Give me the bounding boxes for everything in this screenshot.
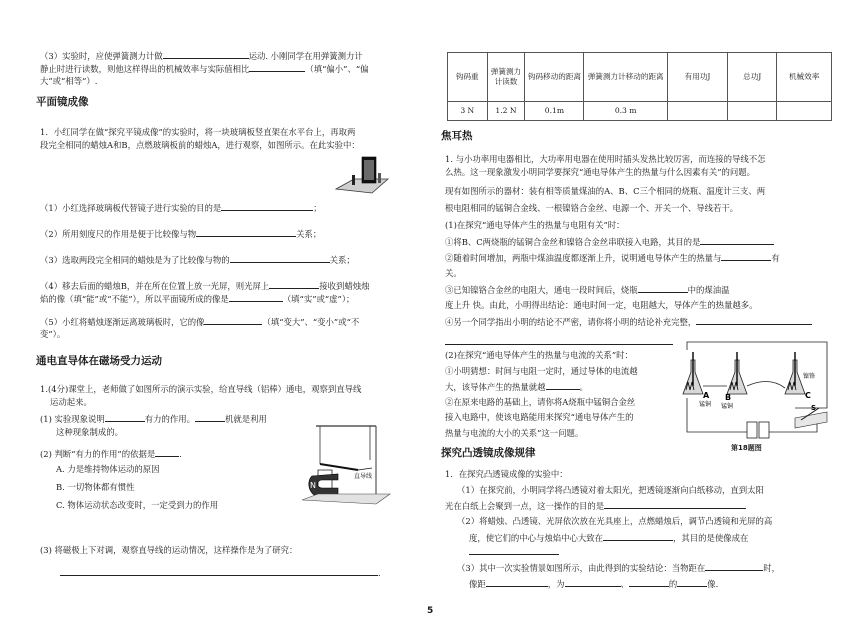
joule-sub-1-2: ②随着时间增加，两瓶中煤油温度都逐渐上升，说明通电导体产生的热量与 有 <box>445 253 780 263</box>
mn-cu-label: 锰铜 <box>721 403 734 410</box>
joule-sub-1-1: ①将B、C两烧瓶的锰铜合金丝和镍铬合金丝串联接入电路，其目的是 <box>445 235 833 249</box>
table-cell: 0.1m <box>525 102 584 121</box>
table-header: 弹簧测力计移动的距离 <box>584 53 667 102</box>
flask-a-label: A <box>703 391 710 400</box>
joule-circuit-figure <box>677 338 833 442</box>
section-title-joule-heat: 焦耳热 <box>441 130 473 142</box>
answer-blank[interactable] <box>565 577 621 587</box>
ni-cr-label: 镍铬 <box>803 373 816 380</box>
answer-blank[interactable] <box>155 447 179 457</box>
mirror-sub-1: （1）小红选择玻璃板代替镜子进行实验的目的是 ； <box>40 203 322 213</box>
switch-label: S <box>811 404 817 412</box>
table-header: 钩码重 <box>448 53 488 102</box>
option-b[interactable]: B. 一切物体都有惯性 <box>56 482 135 492</box>
answer-blank[interactable] <box>705 561 763 571</box>
joule-sub-1-3: ③已知镍铬合金丝的电阻大，通电一段时间后，烧瓶 中的煤油温 <box>445 285 730 295</box>
conductor-label: 直导线 <box>354 473 373 480</box>
answer-blank[interactable] <box>700 235 774 245</box>
answer-blank[interactable] <box>196 227 296 237</box>
table-row <box>448 102 832 121</box>
mirror-sub-3: （3）选取两段完全相同的蜡烛是为了比较像与物的 关系； <box>40 255 355 265</box>
answer-blank[interactable] <box>221 201 313 211</box>
answer-blank[interactable] <box>249 62 305 72</box>
flask-b <box>727 352 747 394</box>
answer-blank[interactable] <box>629 577 669 587</box>
option-a[interactable]: A. 力是维持物体运动的原因 <box>56 464 160 474</box>
table-cell: 1.2 N <box>487 102 525 121</box>
answer-blank[interactable] <box>721 251 771 261</box>
table-header: 有用功J <box>667 53 727 102</box>
table-cell-input[interactable] <box>667 102 727 121</box>
magnet-pole-label: N <box>310 481 316 490</box>
answer-blank[interactable] <box>105 412 145 422</box>
table-cell: 3 N <box>448 102 488 121</box>
answer-blank[interactable] <box>60 566 378 576</box>
figure-caption: 第18题图 <box>731 444 762 452</box>
flask-a <box>683 352 703 394</box>
magnet-sub-1: (1) 实验现象说明 有力的作用。 机就是利用 <box>40 414 267 424</box>
flask-b-label: B <box>725 393 732 402</box>
answer-blank[interactable] <box>195 412 225 422</box>
table-cell-input[interactable] <box>728 102 777 121</box>
table-header: 机械效率 <box>777 53 832 102</box>
mirror-sub-4: （4）移去后面的蜡烛B，并在所在位置上放一光屏，则光屏上 接收到蜡烛烛 <box>40 281 370 291</box>
joule-sub-2-1: 大，该导体产生的热量就越 。 <box>445 382 588 392</box>
lens-sub-2: 度，使它们的中心与烛焰中心大致在 ，其目的是使像成在 <box>469 533 749 543</box>
answer-blank[interactable] <box>204 315 262 325</box>
answer-blank[interactable] <box>486 577 548 587</box>
answer-blank[interactable] <box>604 499 746 509</box>
answer-blank[interactable] <box>469 545 559 555</box>
table-header-row <box>448 53 832 102</box>
magnet-sub-3: (3) 将磁极上下对调，观察直导线的运动情况，这样操作是为了研究： <box>40 545 298 555</box>
flask-c-label: C <box>805 391 811 400</box>
mirror-sub-2: （2）所用刻度尺的作用是便于比较像与物 关系； <box>40 229 322 239</box>
answer-blank[interactable] <box>546 380 580 390</box>
magnet-sub-2: (2) 判断“有力的作用”的依据是 . <box>40 449 182 459</box>
answer-blank[interactable] <box>445 335 673 345</box>
conductor-magnet-figure <box>298 418 394 512</box>
answer-blank[interactable] <box>229 292 283 302</box>
lever-data-table <box>447 52 832 121</box>
answer-blank[interactable] <box>163 49 249 59</box>
mn-cu-label: 锰铜 <box>699 401 712 408</box>
lever-question-3: （3）实验时，应使弹簧测力计做 运动. 小刚同学在用弹簧测力计 <box>40 51 363 61</box>
mirror-sub-5: （5）小红将蜡烛逐渐远离玻璃板时，它的像 （填“变大”、“变小”或“不 <box>40 317 360 327</box>
table-cell-input[interactable] <box>777 102 832 121</box>
answer-blank[interactable] <box>638 283 688 293</box>
section-title-plane-mirror: 平面镜成像 <box>36 96 89 108</box>
answer-blank[interactable] <box>677 577 707 587</box>
flask-c <box>785 352 805 394</box>
table-header: 钩码移动的距离 <box>525 53 584 102</box>
table-header: 弹簧测力计读数 <box>487 53 525 102</box>
lens-sub-3: （3）其中一次实验情景如图所示，由此得到的实验结论：当物距在 时， <box>457 563 780 573</box>
answer-blank[interactable] <box>269 279 319 289</box>
lens-sub-1: 光在白纸上会聚到一点，这一操作的目的是 <box>445 499 833 513</box>
answer-blank[interactable] <box>230 253 330 263</box>
joule-sub-1-4: ④另一个同学指出小明的结论不严密，请你将小明的结论补充完整， <box>445 315 833 329</box>
table-header: 总功J <box>728 53 777 102</box>
plane-mirror-figure <box>334 153 390 197</box>
page-number: 5 <box>427 606 434 616</box>
answer-blank[interactable] <box>603 531 673 541</box>
table-cell: 0.3 m <box>584 102 667 121</box>
battery <box>747 422 769 438</box>
section-title-convex-lens: 探究凸透镜成像规律 <box>441 447 536 459</box>
answer-blank[interactable] <box>696 315 812 325</box>
section-title-magnetic-force: 通电直导体在磁场受力运动 <box>36 355 162 367</box>
option-c[interactable]: C. 物体运动状态改变时，一定受到力的作用 <box>56 500 219 510</box>
